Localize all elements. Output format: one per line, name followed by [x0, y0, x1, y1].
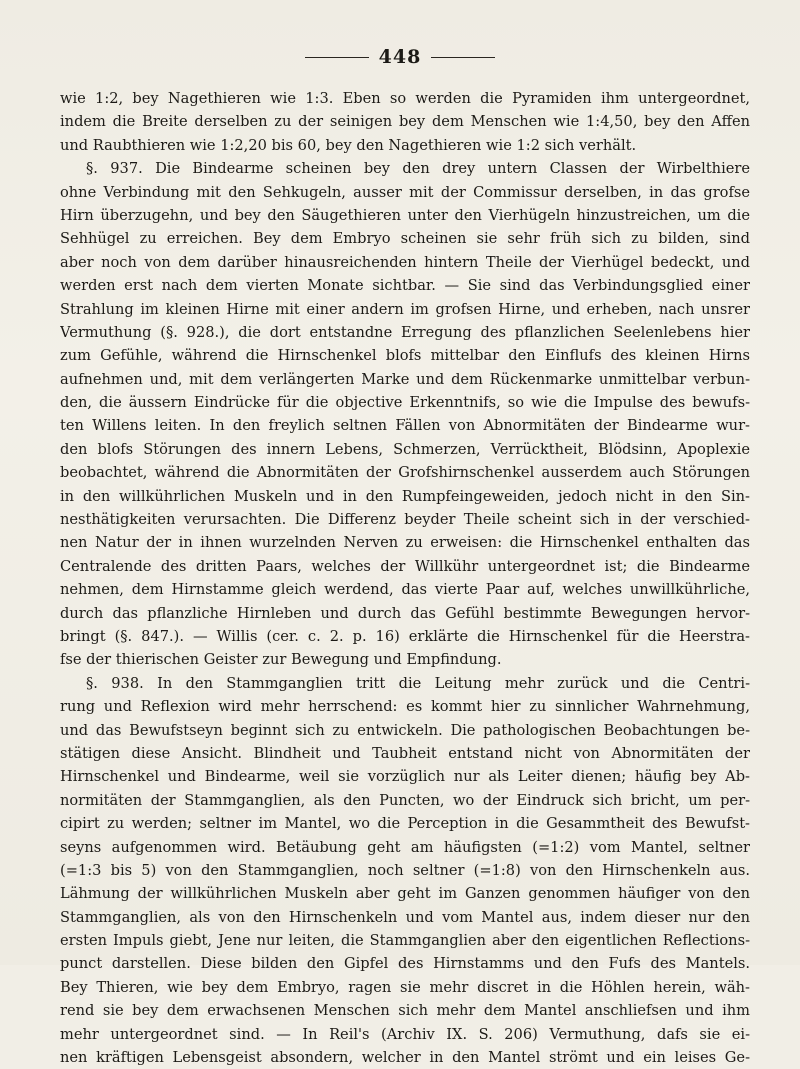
text-line: stätigen diese Ansicht. Blindheit und Taubheit entstand nicht von Abnormitäten der: [60, 744, 750, 762]
text-line: (=1:3 bis 5) von den Stammganglien, noch seltner (=1:8) von den Hirnschenkeln aus.: [60, 861, 750, 879]
text-line: den, die äussern Eindrücke für die objective Erkenntnifs, so wie die Impulse des bewufs-: [60, 394, 750, 412]
text-line: zum Gefühle, während die Hirnschenkel blofs mittelbar den Einflufs des kleinen Hirns: [60, 347, 750, 365]
text-line: und Raubthieren wie 1:2,20 bis 60, bey den Nagethieren wie 1:2 sich verhält.: [60, 136, 637, 154]
text-line: seyns aufgenommen wird. Betäubung geht am häufigsten (=1:2) vom Mantel, seltner: [60, 838, 750, 856]
text-line: Vermuthung (§. 928.), die dort entstandne Erregung des pflanzlichen Seelenlebens hier: [60, 323, 750, 341]
text-line: fse der thierischen Geister zur Bewegung und Empfindung.: [60, 651, 502, 669]
text-line: nehmen, dem Hirnstamme gleich werdend, das vierte Paar auf, welches unwillkührliche,: [60, 581, 750, 599]
text-line: in den willkührlichen Muskeln und in den Rumpfeingeweiden, jedoch nicht in den Sin-: [60, 487, 750, 505]
text-line: bringt (§. 847.). — Willis (cer. c. 2. p. 16) erklärte die Hirnschenkel für die Heerstra-: [60, 627, 750, 645]
text-line: beobachtet, während die Abnormitäten der Grofshirnschenkel ausserdem auch Störungen: [60, 464, 750, 482]
text-line: indem die Breite derselben zu der seinigen bey dem Menschen wie 1:4,50, bey den Affen: [60, 113, 750, 131]
text-line: wie 1:2, bey Nagethieren wie 1:3. Eben so werden die Pyramiden ihm untergeordnet,: [60, 90, 750, 107]
header-rule-left: [305, 57, 369, 58]
text-line: durch das pflanzliche Hirnleben und durch das Gefühl bestimmte Bewegungen hervor-: [60, 604, 750, 622]
text-line: werden erst nach dem vierten Monate sichtbar. — Sie sind das Verbindungsglied einer: [60, 277, 750, 295]
text-line: Hirn überzugehn, und bey den Säugethieren unter den Vierhügeln hinzustreichen, um die: [60, 206, 750, 224]
text-line: Sehhügel zu erreichen. Bey dem Embryo scheinen sie sehr früh sich zu bilden, sind: [60, 230, 750, 248]
text-line: §. 938. In den Stammganglien tritt die Leitung mehr zurück und die Centri-: [86, 674, 750, 692]
text-line: ten Willens leiten. In den freylich seltnen Fällen von Abnormitäten der Bindearme wur-: [60, 417, 750, 435]
text-line: den blofs Störungen des innern Lebens, Schmerzen, Verrücktheit, Blödsinn, Apoplexie: [60, 440, 750, 458]
text-line: Lähmung der willkührlichen Muskeln aber geht im Ganzen genommen häufiger von den: [60, 885, 750, 903]
page-body-text: [60, 87, 750, 1069]
text-line: rend sie bey dem erwachsenen Menschen sich mehr dem Mantel anschliefsen und ihm: [60, 1002, 750, 1020]
text-line: Stammganglien, als von den Hirnschenkeln und vom Mantel aus, indem dieser nur den: [60, 908, 750, 926]
page-header: [0, 44, 800, 70]
text-line: cipirt zu werden; seltner im Mantel, wo die Perception in die Gesammtheit des Bewufst-: [60, 815, 750, 833]
text-line: Bey Thieren, wie bey dem Embryo, ragen sie mehr discret in die Höhlen herein, wäh-: [60, 978, 750, 996]
text-line: normitäten der Stammganglien, als den Puncten, wo der Eindruck sich bricht, um per-: [60, 791, 750, 809]
text-line: aufnehmen und, mit dem verlängerten Marke und dem Rückenmarke unmittelbar verbun-: [60, 370, 750, 388]
page-number: 448: [378, 46, 422, 68]
text-line: Strahlung im kleinen Hirne mit einer andern im grofsen Hirne, und erheben, nach unsrer: [60, 300, 750, 318]
text-line: ersten Impuls giebt, Jene nur leiten, die Stammganglien aber den eigentlichen Reflections-: [60, 932, 750, 950]
text-line: punct darstellen. Diese bilden den Gipfel des Hirnstamms und den Fufs des Mantels.: [60, 955, 750, 973]
text-line: §. 937. Die Bindearme scheinen bey den drey untern Classen der Wirbelthiere: [86, 160, 750, 178]
text-line: nen kräftigen Lebensgeist absondern, welcher in den Mantel strömt und ein leises Ge-: [60, 1049, 750, 1067]
text-line: und das Bewufstseyn beginnt sich zu entwickeln. Die pathologischen Beobachtungen be-: [60, 721, 750, 739]
text-line: nen Natur der in ihnen wurzelnden Nerven zu erweisen: die Hirnschenkel enthalten das: [60, 534, 750, 552]
text-line: rung und Reflexion wird mehr herrschend: es kommt hier zu sinnlicher Wahrnehmung,: [60, 698, 750, 716]
text-line: nesthätigkeiten verursachten. Die Differenz beyder Theile scheint sich in der verschied-: [60, 511, 750, 529]
text-line: mehr untergeordnet sind. — In Reil's (Archiv IX. S. 206) Vermuthung, dafs sie ei-: [60, 1025, 750, 1043]
header-rule-right: [431, 57, 495, 58]
text-line: Centralende des dritten Paars, welches der Willkühr untergeordnet ist; die Bindearme: [60, 557, 750, 575]
text-line: Hirnschenkel und Bindearme, weil sie vorzüglich nur als Leiter dienen; häufig bey Ab-: [60, 768, 750, 786]
text-line: ohne Verbindung mit den Sehkugeln, ausser mit der Commissur derselben, in das grofse: [60, 183, 750, 201]
text-line: aber noch von dem darüber hinausreichenden hintern Theile der Vierhügel bedeckt, und: [60, 253, 750, 271]
